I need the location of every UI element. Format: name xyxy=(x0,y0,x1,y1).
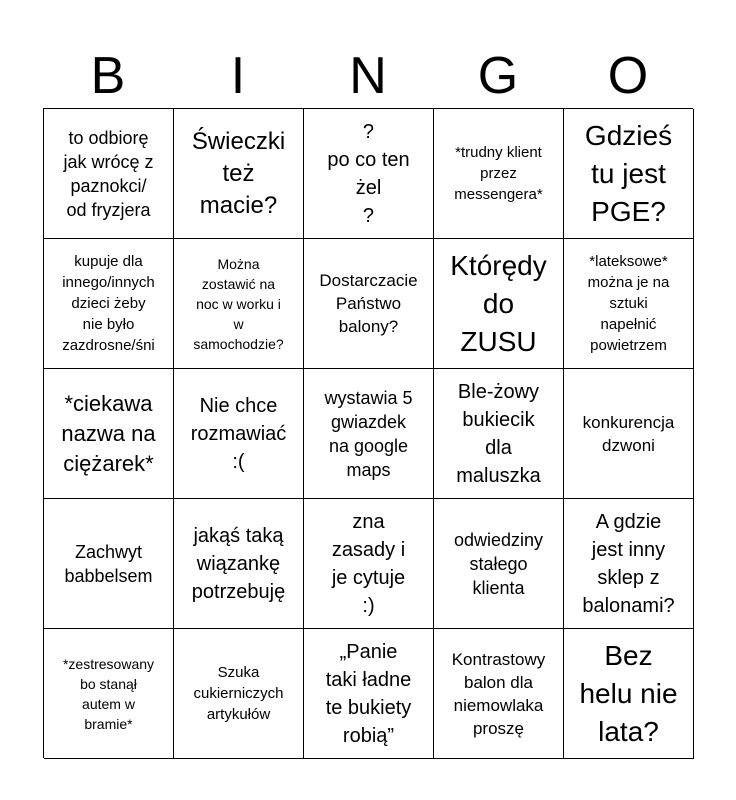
header-letter-g: G xyxy=(477,47,519,105)
bingo-cell[interactable]: Dostarczacie Państwo balony? xyxy=(304,239,434,369)
bingo-grid xyxy=(43,108,693,758)
bingo-cell[interactable]: odwiedziny stałego klienta xyxy=(434,499,564,629)
bingo-cell[interactable]: Świeczki też macie? xyxy=(174,109,304,239)
bingo-cell[interactable]: Gdzieś tu jest PGE? xyxy=(564,109,694,239)
bingo-cell[interactable]: Nie chce rozmawiać :( xyxy=(174,369,304,499)
bingo-cell[interactable]: Szuka cukierniczych artykułów xyxy=(174,629,304,759)
bingo-cell[interactable]: zna zasady i je cytuje :) xyxy=(304,499,434,629)
bingo-cell[interactable]: wystawia 5 gwiazdek na google maps xyxy=(304,369,434,499)
bingo-cell[interactable]: Zachwyt babbelsem xyxy=(44,499,174,629)
bingo-header xyxy=(43,44,693,108)
header-letter-o: O xyxy=(607,47,649,105)
bingo-cell[interactable]: kupuje dla innego/innych dzieci żeby nie było zazdrosne/śni xyxy=(44,239,174,369)
bingo-cell[interactable]: Kontrastowy balon dla niemowlaka proszę xyxy=(434,629,564,759)
bingo-cell[interactable]: to odbiorę jak wrócę z paznokci/ od fryzjera xyxy=(44,109,174,239)
bingo-cell[interactable]: „Panie taki ładne te bukiety robią” xyxy=(304,629,434,759)
bingo-cell[interactable]: *lateksowe* można je na sztuki napełnić powietrzem xyxy=(564,239,694,369)
bingo-cell[interactable]: A gdzie jest inny sklep z balonami? xyxy=(564,499,694,629)
header-letter-n: N xyxy=(349,47,387,105)
bingo-cell[interactable]: Bez helu nie lata? xyxy=(564,629,694,759)
bingo-cell[interactable]: *trudny klient przez messengera* xyxy=(434,109,564,239)
bingo-cell[interactable]: ? po co ten żel ? xyxy=(304,109,434,239)
header-letter-b: B xyxy=(90,47,126,105)
bingo-cell[interactable]: konkurencja dzwoni xyxy=(564,369,694,499)
bingo-cell[interactable]: jakąś taką wiązankę potrzebuję xyxy=(174,499,304,629)
bingo-cell[interactable]: Można zostawić na noc w worku i w samochodzie? xyxy=(174,239,304,369)
bingo-cell[interactable]: Którędy do ZUSU xyxy=(434,239,564,369)
bingo-cell[interactable]: *ciekawa nazwa na ciężarek* xyxy=(44,369,174,499)
bingo-cell[interactable]: *zestresowany bo stanął autem w bramie* xyxy=(44,629,174,759)
bingo-cell[interactable]: Ble-żowy bukiecik dla maluszka xyxy=(434,369,564,499)
header-letter-i: I xyxy=(230,47,246,105)
